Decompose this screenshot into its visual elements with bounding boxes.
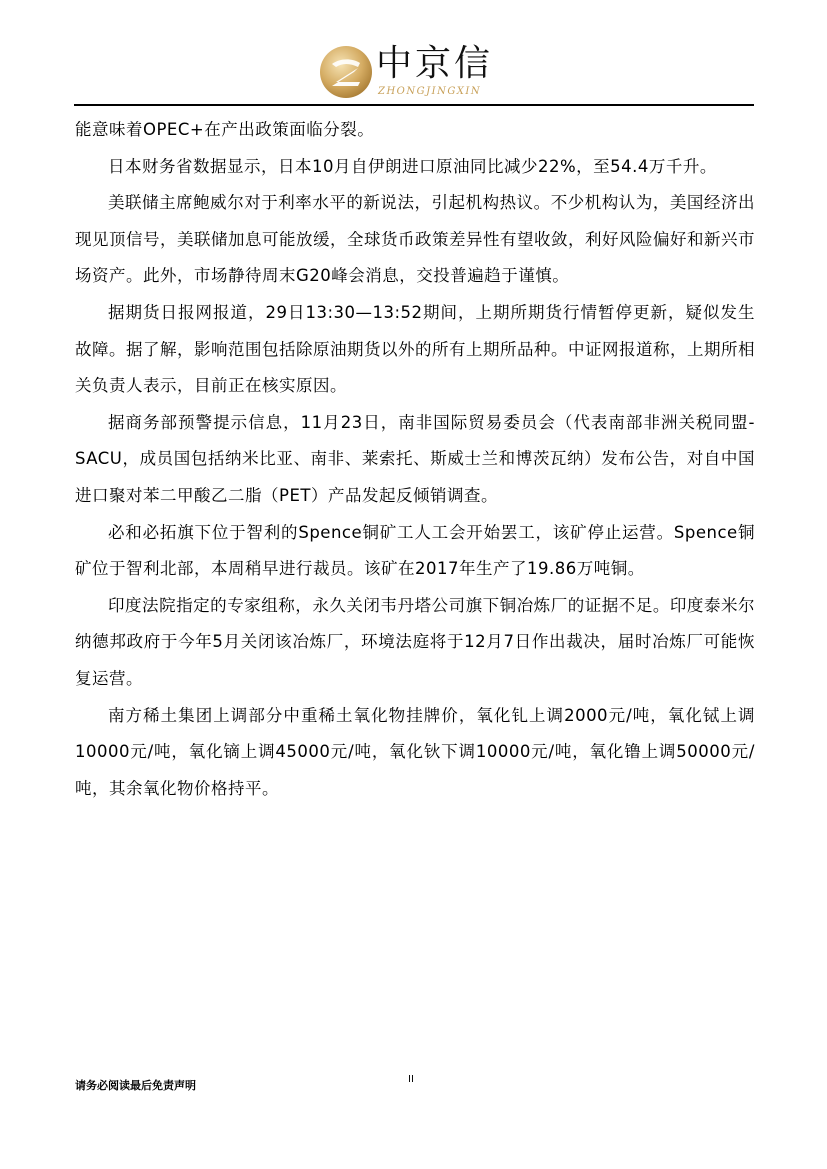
article-body	[75, 112, 755, 807]
logo-emblem-icon	[318, 44, 374, 100]
footer-disclaimer: 请务必阅读最后免责声明	[75, 1079, 196, 1092]
header-divider	[74, 104, 754, 106]
page-number: II	[408, 1074, 414, 1085]
paragraph-opec: 能意味着OPEC+在产出政策面临分裂。	[75, 120, 375, 139]
paragraph-india-smelter: 印度法院指定的专家组称，永久关闭韦丹塔公司旗下铜冶炼厂的证据不足。印度泰米尔纳德邦政府于今年5月关闭该冶炼厂，环境法庭将于12月7日作出裁决，届时冶炼厂可能恢复运营。	[75, 595, 755, 688]
paragraph-japan-oil: 日本财务省数据显示，日本10月自伊朗进口原油同比减少22%，至54.4万千升。	[108, 156, 717, 176]
company-logo	[318, 40, 518, 106]
paragraph-spence-strike: 必和必拓旗下位于智利的Spence铜矿工人工会开始罢工，该矿停止运营。Spence铜矿位于智利北部，本周稍早进行裁员。该矿在2017年生产了19.86万吨铜。	[75, 522, 755, 579]
paragraph-fed: 美联储主席鲍威尔对于利率水平的新说法，引起机构热议。不少机构认为，美国经济出现见顶信号，美联储加息可能放缓，全球货币政策差异性有望收敛，利好风险偏好和新兴市场资产。此外，市场静待周末G20峰会消息，交投普遍趋于谨慎。	[75, 193, 755, 286]
page-header	[0, 0, 827, 108]
paragraph-rare-earth: 南方稀土集团上调部分中重稀土氧化物挂牌价，氧化钆上调2000元/吨，氧化铽上调10000元/吨，氧化镝上调45000元/吨，氧化钬下调10000元/吨，氧化镥上调50000元/吨，其余氧化物价格持平。	[75, 705, 755, 798]
logo-subtitle: ZHONGJINGXIN	[378, 86, 482, 97]
logo-name: 中京信	[376, 43, 494, 84]
paragraph-shfe: 据期货日报网报道，29日13:30—13:52期间，上期所期货行情暂停更新，疑似发生故障。据了解，影响范围包括除原油期货以外的所有上期所品种。中证网报道称，上期所相关负责人表示，目前正在核实原因。	[75, 302, 755, 396]
paragraph-anti-dumping: 据商务部预警提示信息，11月23日，南非国际贸易委员会（代表南部非洲关税同盟-SACU，成员国包括纳米比亚、南非、莱索托、斯威士兰和博茨瓦纳）发布公告，对自中国进口聚对苯二甲酸乙二脂（PET）产品发起反倾销调查。	[75, 412, 755, 505]
